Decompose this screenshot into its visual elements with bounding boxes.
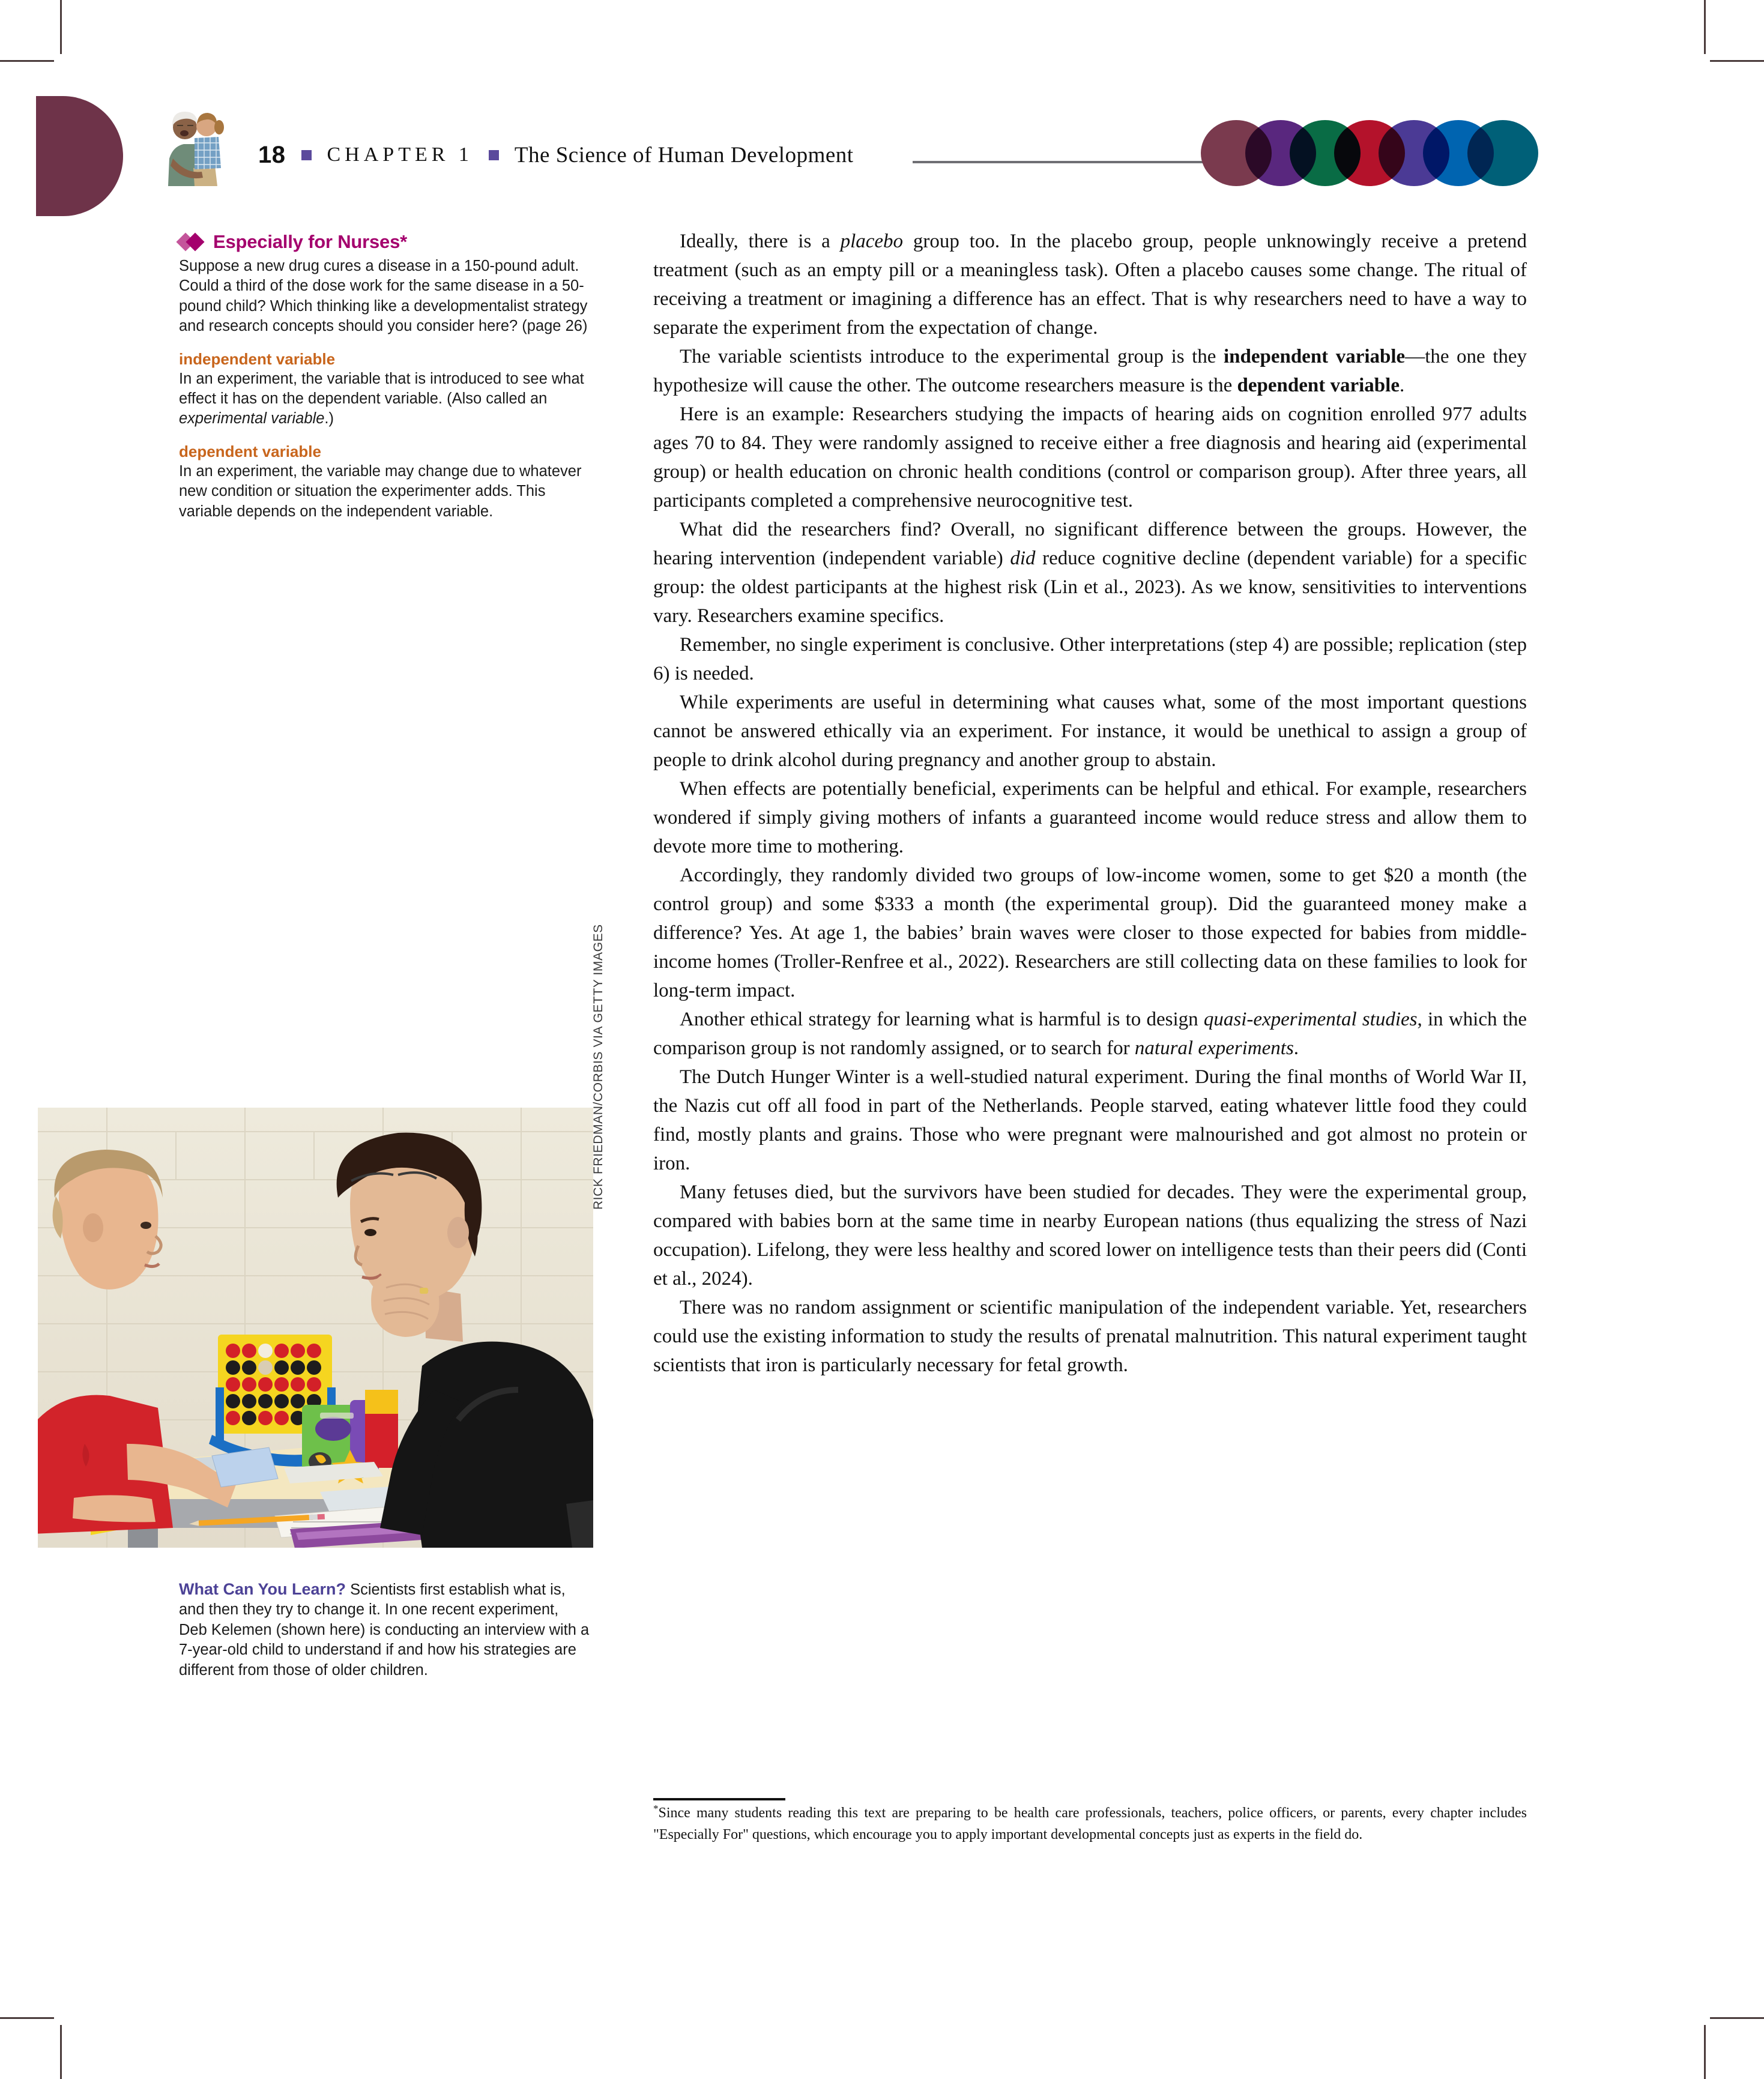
vocab-term-dependent-variable: dependent variable: [179, 442, 321, 460]
decorative-dots-cluster: [1201, 120, 1537, 186]
main-body-column: [653, 227, 1527, 1380]
especially-heading-text: Especially for Nurses*: [213, 231, 407, 252]
header-square-icon: [301, 150, 312, 160]
chapter-label: CHAPTER 1: [327, 143, 473, 166]
p-findings: What did the researchers find? Overall, no significant difference between the groups. However, the hearing intervention (independent variable) did reduce cognitive decline (dependent variable) for a specific group: the oldest participants at the highest risk (Lin et al., 2023). As we know, sensitivities to interventions vary. Researchers examine specifics.: [653, 519, 1527, 627]
figure-caption: [179, 1579, 590, 1680]
especially-for-nurses-heading: [179, 231, 590, 253]
p-survivors: Many fetuses died, but the survivors have been studied for decades. They were the experimental group, compared with babies born at the same time in nearby European nations (thus equalizing the stress of Nazi occupation). Lifelong, they were less healthy and scored lower on intelligence tests than their peers did (Conti et al., 2024).: [653, 1181, 1527, 1290]
crop-mark-bottom-left: [60, 2025, 62, 2079]
crop-mark-top-right: [1704, 0, 1706, 54]
figure-photo: [38, 1108, 593, 1548]
footnote-rule: [653, 1798, 785, 1800]
page-header: [258, 137, 854, 173]
header-square-icon-2: [489, 150, 499, 160]
p-beneficial: When effects are potentially beneficial, experiments can be helpful and ethical. For example, researchers wondered if simply giving mothers of infants a guaranteed income would reduce stress and allow them to devote more time to mothering.: [653, 778, 1527, 857]
figure-caption-text: Scientists first establish what is, and then they try to change it. In one recent experiment, Deb Kelemen (shown here) is conducting an interview with a 7-year-old child to understand if and how his strategies are different from those of older children.: [179, 1581, 590, 1679]
crop-mark-left-bottom: [0, 2017, 54, 2019]
especially-for-nurses-body: Suppose a new drug cures a disease in a 150-pound adult. Could a third of the dose work for the same disease in a 50-pound child? Which thinking like a developmentalist strategy and research concepts should you consider here? (page 26): [179, 258, 588, 335]
crop-mark-left-top: [0, 60, 54, 62]
p-quasi: Another ethical strategy for learning what is harmful is to design quasi-experimental studies, in which the comparison group is not randomly assigned, or to search for natural experiments.: [653, 1009, 1527, 1059]
p-hearing-study: Here is an example: Researchers studying the impacts of hearing aids on cognition enrolled 977 adults ages 70 to 84. They were randomly assigned to receive either a free diagnosis and hearing aid (experimental group) or health education on chronic health conditions (control or comparison group). After three years, all participants completed a comprehensive neurocognitive test.: [653, 403, 1527, 511]
vocab-def-0-italic: experimental variable: [179, 410, 325, 427]
header-rule: [913, 161, 1225, 163]
p-placebo: Ideally, there is a placebo group too. In the placebo group, people unknowingly receive a pretend treatment (such as an empty pill or a meaningless task). Often a placebo causes some change. The ritual of receiving a treatment or imagining a difference has an effect. That is why researchers need to have a way to separate the experiment from the expectation of change.: [653, 231, 1527, 339]
sidebar-column: [179, 231, 590, 522]
chapter-title: The Science of Human Development: [514, 142, 854, 167]
figure-caption-label: What Can You Learn?: [179, 1580, 346, 1598]
footnote: [653, 1801, 1527, 1845]
p-variables: The variable scientists introduce to the experimental group is the independent variable—the one they hypothesize will cause the other. The outcome researchers measure is the dependent variable.: [653, 346, 1527, 396]
double-diamond-icon: [179, 233, 208, 251]
researcher-interviewing-child-photo: [38, 1108, 593, 1548]
vocab-definition-independent-variable: [179, 369, 590, 429]
crop-mark-right-top: [1710, 60, 1764, 62]
p-ethics: While experiments are useful in determining what causes what, some of the most important questions cannot be answered ethically via an experiment. For instance, it would be unethical to assign a group of people to drink alcohol during pregnancy and another group to abstain.: [653, 692, 1527, 771]
p-dutch-winter: The Dutch Hunger Winter is a well-studied natural experiment. During the final months of World War II, the Nazis cut off all food in part of the Netherlands. People starved, eating whatever little food they could find, mostly plants and grains. Those who were pregnant were malnourished and got almost no protein or iron.: [653, 1066, 1527, 1174]
chapter-thumbnail-image: [155, 101, 227, 186]
maroon-blob-decoration: [36, 96, 123, 216]
crop-mark-bottom-right: [1704, 2025, 1706, 2079]
p-no-random: There was no random assignment or scientific manipulation of the independent variable. Yet, researchers could use the existing information to study the results of prenatal malnutrition. This natural experiment taught scientists that iron is particularly necessary for fetal growth.: [653, 1297, 1527, 1376]
decorative-dot-7: [1467, 120, 1538, 186]
vocab-def-0-part2: .): [324, 410, 334, 427]
vocab-def-0-part1: In an experiment, the variable that is introduced to see what effect it has on the dependent variable. (Also called an: [179, 370, 584, 407]
p-income-study: Accordingly, they randomly divided two groups of low-income women, some to get $20 a month (the control group) and some $333 a month (the experimental group). Did the guaranteed money make a difference? Yes. At age 1, the babies’ brain waves were closer to those expected for babies from middle-income homes (Troller-Renfree et al., 2022). Researchers are still collecting data on these families to look for long-term impact.: [653, 864, 1527, 1001]
p-replication: Remember, no single experiment is conclusive. Other interpretations (step 4) are possible; replication (step 6) is needed.: [653, 634, 1527, 684]
footnote-marker: *: [653, 1803, 659, 1814]
footnote-text: Since many students reading this text are preparing to be health care professionals, teachers, police officers, or parents, every chapter includes "Especially For" questions, which encourage you to apply important developmental concepts just as experts in the field do.: [653, 1805, 1527, 1842]
page-number: 18: [258, 142, 286, 168]
crop-mark-top-left: [60, 0, 62, 54]
crop-mark-right-bottom: [1710, 2017, 1764, 2019]
photo-credit: RICK FRIEDMAN/CORBIS VIA GETTY IMAGES: [591, 924, 605, 1210]
vocab-definition-dependent-variable: In an experiment, the variable may change due to whatever new condition or situation the experimenter adds. This variable depends on the independent variable.: [179, 462, 582, 520]
vocab-term-independent-variable: independent variable: [179, 349, 336, 368]
grandmother-child-photo: [155, 101, 227, 186]
